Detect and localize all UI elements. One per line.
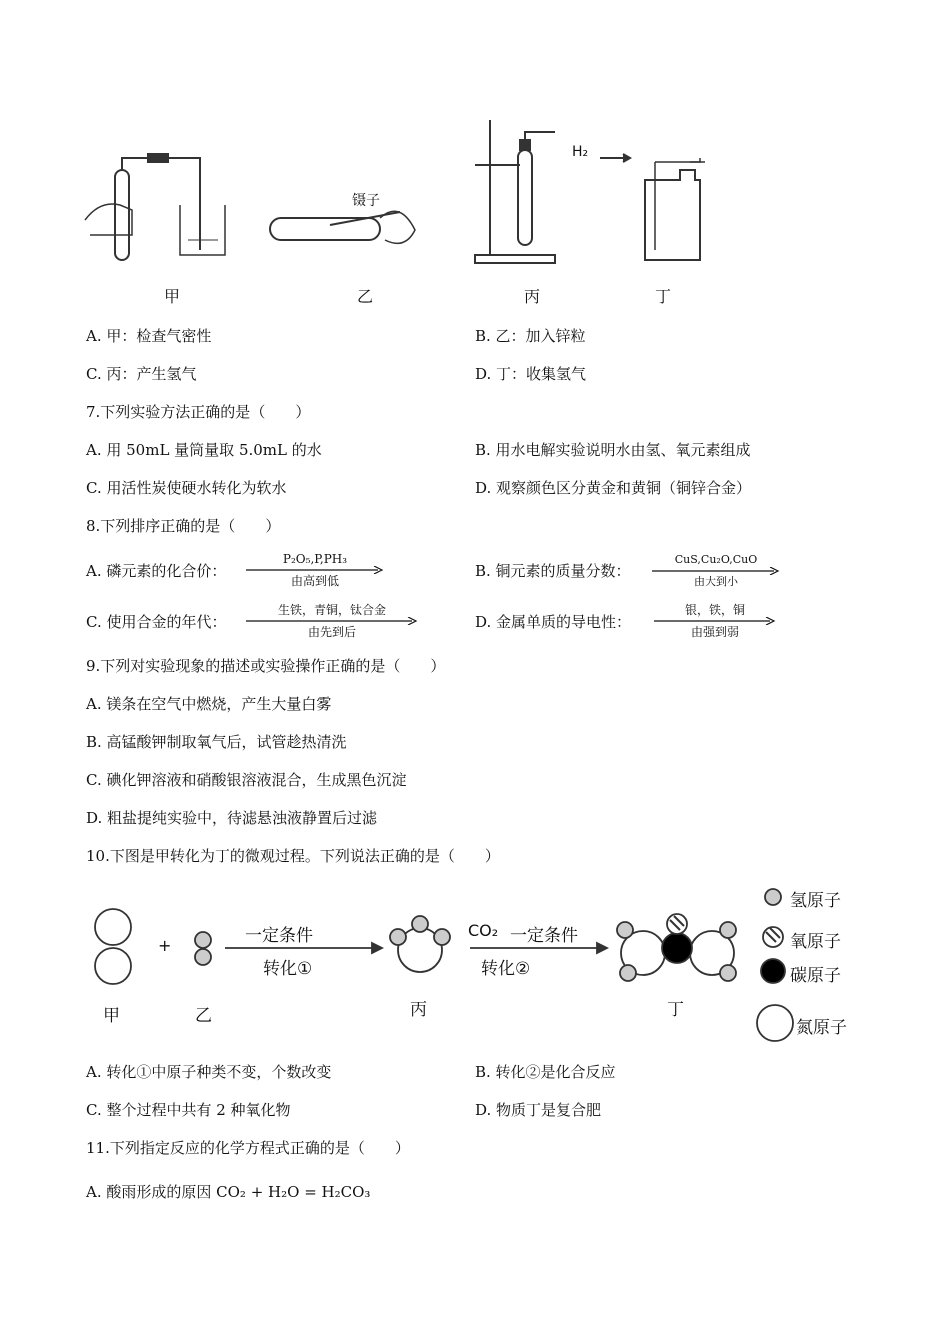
cond2-bot: 转化② (481, 959, 531, 979)
q8-a-top: P₂O₅,P,PH₃ (282, 552, 348, 566)
cond1-top: 一定条件 (245, 926, 313, 946)
yi-h-atom-bottom (195, 949, 211, 965)
mol-label-jia: 甲 (103, 1006, 120, 1026)
ding-h-atom-4 (720, 965, 736, 981)
legend-h-atom (765, 889, 781, 905)
q7-option-b: B. 用水电解实验说明水由氢、氧元素组成 (475, 441, 751, 459)
q8-a-bot: 由高到低 (290, 574, 339, 588)
jia-n-atom-bottom (95, 948, 131, 984)
bing-h-atom-left (390, 929, 406, 945)
q8-option-a: A. 磷元素的化合价： (86, 562, 227, 580)
q9-option-d: D. 粗盐提纯实验中，待滤悬浊液静置后过滤 (86, 809, 378, 827)
legend-c-label: 碳原子 (790, 966, 841, 986)
plus-sign: + (158, 936, 172, 955)
q10-option-c: C. 整个过程中共有 2 种氧化物 (86, 1101, 291, 1119)
yi-h-atom-top (195, 932, 211, 948)
q10-option-d: D. 物质丁是复合肥 (475, 1101, 602, 1119)
q11-option-a: A. 酸雨形成的原因 CO₂ + H₂O = H₂CO₃ (86, 1183, 371, 1201)
fig-label-jia: 甲 (164, 287, 181, 306)
mol-label-yi: 乙 (195, 1006, 212, 1026)
q8-c-arrow (246, 603, 418, 639)
legend-o-label: 氧原子 (790, 932, 841, 952)
q8-b-top: CuS,Cu₂O,CuO (674, 553, 758, 566)
h2-label: H₂ (572, 144, 589, 160)
co2-label: CO₂ (468, 921, 499, 940)
q10-option-a: A. 转化①中原子种类不变，个数改变 (86, 1063, 332, 1081)
q8-option-c: C. 使用合金的年代： (86, 613, 227, 631)
bing-h-atom-top (412, 916, 428, 932)
tweezers-label: 镊子 (352, 193, 380, 209)
mol-label-bing: 丙 (410, 1000, 427, 1020)
jia-n-atom-top (95, 909, 131, 945)
q9-option-b: B. 高锰酸钾制取氧气后，试管趁热清洗 (86, 733, 347, 751)
legend-c-atom (761, 959, 785, 983)
legend-n-atom (757, 1005, 793, 1041)
fig-label-bing: 丙 (524, 287, 541, 306)
fig-label-ding: 丁 (655, 287, 672, 306)
q10-option-b: B. 转化②是化合反应 (475, 1063, 616, 1081)
q11-stem: 11.下列指定反应的化学方程式正确的是（ ） (86, 1139, 410, 1157)
q8-b-bot: 由大到小 (694, 575, 738, 588)
q10-stem: 10.下图是甲转化为丁的微观过程。下列说法正确的是（ ） (86, 847, 500, 865)
q8-option-b: B. 铜元素的质量分数： (475, 562, 631, 580)
q6-option-b: B. 乙：加入锌粒 (475, 327, 586, 345)
q9-option-a: A. 镁条在空气中燃烧，产生大量白雾 (86, 695, 332, 713)
cond2-top: 一定条件 (510, 926, 578, 946)
legend-h-label: 氢原子 (790, 891, 841, 911)
q8-d-arrow (654, 603, 776, 639)
q7-option-d: D. 观察颜色区分黄金和黄铜（铜锌合金） (475, 479, 752, 497)
ding-h-atom-1 (617, 922, 633, 938)
bing-h-atom-right (434, 929, 450, 945)
cond1-bot: 转化① (263, 959, 313, 979)
q8-stem: 8.下列排序正确的是（ ） (86, 517, 281, 535)
ding-o-atom (667, 914, 687, 934)
q8-b-arrow (652, 553, 780, 589)
mol-label-ding: 丁 (667, 1000, 684, 1020)
q8-d-bot: 由强到弱 (690, 625, 739, 639)
q7-stem: 7.下列实验方法正确的是（ ） (86, 403, 311, 421)
legend-n-label: 氮原子 (796, 1018, 847, 1038)
q8-option-d: D. 金属单质的导电性： (475, 613, 632, 631)
q6-option-d: D. 丁：收集氢气 (475, 365, 587, 383)
fig-label-yi: 乙 (357, 287, 374, 306)
q9-stem: 9.下列对实验现象的描述或实验操作正确的是（ ） (86, 657, 446, 675)
q6-option-a: A. 甲：检查气密性 (86, 327, 212, 345)
q8-d-top: 银，铁，铜 (684, 603, 745, 617)
ding-h-atom-3 (720, 922, 736, 938)
ding-c-atom (662, 933, 692, 963)
q9-option-c: C. 碘化钾溶液和硝酸银溶液混合，生成黑色沉淀 (86, 771, 407, 789)
q8-a-arrow (246, 552, 384, 588)
q7-option-c: C. 用活性炭使硬水转化为软水 (86, 479, 287, 497)
q6-option-c: C. 丙：产生氢气 (86, 365, 197, 383)
apparatus-figure (80, 110, 730, 310)
ding-h-atom-2 (620, 965, 636, 981)
q8-c-bot: 由先到后 (307, 625, 356, 639)
q8-c-top: 生铁，青铜，钛合金 (277, 603, 386, 617)
q7-option-a: A. 用 50mL 量筒量取 5.0mL 的水 (86, 441, 322, 459)
